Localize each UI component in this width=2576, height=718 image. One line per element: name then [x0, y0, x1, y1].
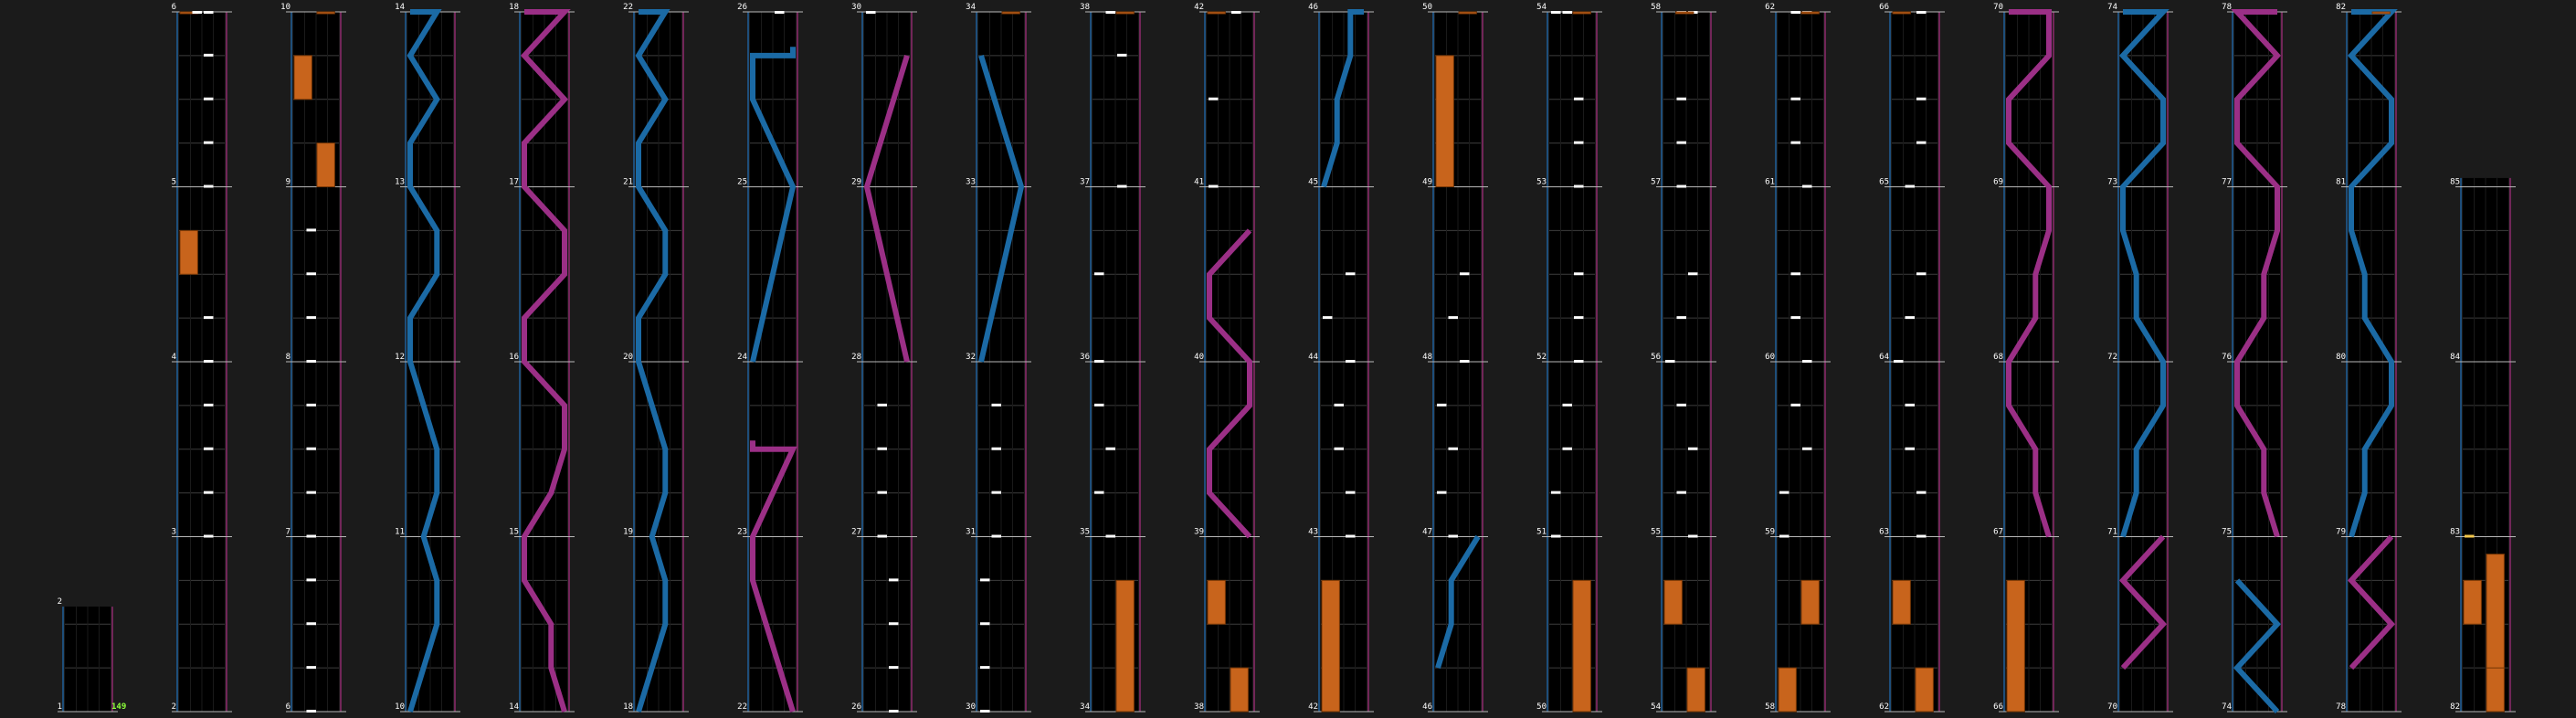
beat-label: 61: [1765, 177, 1775, 187]
tap-note: [1916, 142, 1927, 144]
tap-note: [878, 404, 888, 407]
tap-note: [204, 360, 214, 363]
beat-label: 28: [851, 353, 861, 362]
tap-note: [193, 11, 203, 14]
tap-note: [1335, 448, 1345, 450]
tap-note: [1665, 360, 1675, 363]
hold-note: [1002, 12, 1019, 14]
tap-note: [1449, 535, 1459, 538]
tap-note: [1094, 491, 1104, 494]
tap-note: [1688, 535, 1698, 538]
hold-note: [1208, 12, 1225, 14]
beat-label: 70: [1993, 3, 2003, 12]
tap-note: [889, 710, 899, 713]
tap-note: [307, 316, 317, 319]
tap-note: [1916, 11, 1927, 14]
tap-note: [980, 710, 990, 713]
hold-note: [1573, 12, 1590, 14]
tap-note: [980, 666, 990, 669]
hold-note: [1893, 12, 1910, 14]
tap-note: [1791, 316, 1801, 319]
hold-note: [1116, 580, 1134, 712]
beat-label: 26: [851, 702, 861, 712]
beat-label: 83: [2450, 527, 2460, 537]
tap-note: [204, 448, 214, 450]
hold-note: [2486, 668, 2504, 712]
beat-label: 48: [1422, 353, 1432, 362]
tap-note: [307, 666, 317, 669]
tap-note: [204, 54, 214, 57]
beat-label: 5: [171, 177, 176, 187]
tap-note: [775, 11, 785, 14]
beat-label: 74: [2107, 3, 2117, 12]
tap-note: [1209, 185, 1219, 188]
beat-label: 62: [1765, 3, 1775, 12]
tap-note: [1906, 316, 1916, 319]
tap-note: [1791, 142, 1801, 144]
tap-note: [307, 448, 317, 450]
tap-note: [1894, 360, 1904, 363]
tap-note: [1791, 272, 1801, 275]
beat-label: 40: [1194, 353, 1204, 362]
tap-note: [1346, 491, 1356, 494]
beat-label: 21: [623, 177, 633, 187]
tap-note: [1551, 11, 1561, 14]
beat-label: 65: [1879, 177, 1889, 187]
tap-note: [1906, 185, 1916, 188]
bpm-label: 149: [111, 702, 127, 712]
beat-label: 23: [737, 527, 747, 537]
tap-note: [1574, 360, 1584, 363]
tap-note: [980, 578, 990, 581]
beat-label: 64: [1879, 353, 1889, 362]
tap-note: [866, 11, 876, 14]
tap-note: [1916, 535, 1927, 538]
hold-note: [1893, 580, 1910, 624]
tap-note: [1460, 272, 1470, 275]
hold-note: [1322, 580, 1339, 712]
tap-note: [1323, 316, 1333, 319]
tap-note: [1094, 360, 1104, 363]
tap-note: [204, 491, 214, 494]
hold-note: [1436, 56, 1453, 187]
tap-note: [1574, 185, 1584, 188]
beat-label: 73: [2107, 177, 2117, 187]
beat-label: 72: [2107, 353, 2117, 362]
beat-label: 1: [57, 702, 62, 712]
beat-label: 3: [171, 527, 176, 537]
measure-column: [172, 3, 232, 712]
tap-note: [1574, 142, 1584, 144]
hold-note: [1676, 12, 1694, 14]
beat-label: 19: [623, 527, 633, 537]
beat-label: 34: [966, 3, 976, 12]
tap-note: [307, 272, 317, 275]
tap-note: [1335, 404, 1345, 407]
beat-label: 4: [171, 353, 176, 362]
tap-note: [980, 622, 990, 625]
tap-note: [1574, 272, 1584, 275]
tap-note: [1906, 448, 1916, 450]
beat-label: 57: [1651, 177, 1661, 187]
tap-note: [1791, 11, 1801, 14]
hold-note: [1801, 12, 1819, 14]
tap-note: [1449, 316, 1459, 319]
beat-label: 42: [1194, 3, 1204, 12]
tap-note: [1677, 142, 1687, 144]
tap-note: [1117, 185, 1127, 188]
tap-note: [307, 404, 317, 407]
beat-label: 9: [285, 177, 290, 187]
beat-label: 52: [1536, 353, 1547, 362]
tap-note: [1802, 448, 1812, 450]
hold-note: [1573, 580, 1590, 712]
beat-label: 85: [2450, 177, 2460, 187]
beat-label: 26: [737, 3, 747, 12]
beat-label: 76: [2222, 353, 2232, 362]
beat-label: 55: [1651, 527, 1661, 537]
beat-label: 20: [623, 353, 633, 362]
tap-note: [1916, 491, 1927, 494]
beat-label: 24: [737, 353, 747, 362]
tap-note: [1346, 360, 1356, 363]
tap-note: [1677, 404, 1687, 407]
beat-label: 75: [2222, 527, 2232, 537]
tap-note: [1460, 360, 1470, 363]
beat-label: 29: [851, 177, 861, 187]
beat-label: 31: [966, 527, 976, 537]
tap-note: [1346, 535, 1356, 538]
beat-label: 41: [1194, 177, 1204, 187]
tap-note: [1791, 404, 1801, 407]
tap-note: [1563, 404, 1573, 407]
hold-note: [294, 56, 311, 100]
tap-note: [1802, 360, 1812, 363]
tap-note: [1916, 98, 1927, 100]
beat-label: 56: [1651, 353, 1661, 362]
beat-label: 7: [285, 527, 290, 537]
tap-note: [1551, 535, 1561, 538]
tap-note: [307, 578, 317, 581]
tap-note: [889, 666, 899, 669]
beat-label: 14: [395, 3, 405, 12]
tap-note: [1906, 404, 1916, 407]
tap-note: [1688, 448, 1698, 450]
hold-note: [1208, 580, 1225, 624]
beat-label: 82: [2336, 3, 2346, 12]
tap-note: [1106, 448, 1116, 450]
beat-label: 63: [1879, 527, 1889, 537]
beat-label: 66: [1879, 3, 1889, 12]
tap-note: [1779, 535, 1789, 538]
beat-label: 36: [1080, 353, 1090, 362]
hold-note: [180, 230, 197, 274]
beat-label: 12: [395, 353, 405, 362]
beat-label: 47: [1422, 527, 1432, 537]
tap-note: [204, 404, 214, 407]
hold-note: [1687, 668, 1705, 712]
tap-note: [307, 360, 317, 363]
beat-label: 34: [1080, 702, 1090, 712]
beat-label: 25: [737, 177, 747, 187]
beat-label: 18: [623, 702, 633, 712]
hold-note: [2486, 554, 2504, 668]
beat-label: 14: [509, 702, 519, 712]
tap-note: [992, 491, 1002, 494]
hold-note: [1664, 580, 1682, 624]
tap-note: [1779, 491, 1789, 494]
beat-label: 18: [509, 3, 519, 12]
hold-note: [1459, 12, 1476, 14]
tap-note: [1437, 491, 1447, 494]
tap-note: [1094, 404, 1104, 407]
hold-note: [317, 12, 334, 14]
hold-note: [1230, 668, 1248, 712]
tap-note: [204, 535, 214, 538]
tap-note: [1117, 54, 1127, 57]
beat-label: 59: [1765, 527, 1775, 537]
tap-note: [1574, 98, 1584, 100]
beat-label: 77: [2222, 177, 2232, 187]
hold-note: [2372, 12, 2390, 14]
tap-note: [1346, 272, 1356, 275]
beat-label: 51: [1536, 527, 1547, 537]
beat-label: 82: [2450, 702, 2460, 712]
beat-label: 6: [171, 3, 176, 12]
tap-note: [1574, 316, 1584, 319]
tap-note: [878, 535, 888, 538]
beat-label: 10: [395, 702, 405, 712]
beat-label: 42: [1308, 702, 1318, 712]
tap-note: [1551, 491, 1561, 494]
beat-label: 8: [285, 353, 290, 362]
tap-note: [1563, 11, 1573, 14]
beat-label: 80: [2336, 353, 2346, 362]
tap-note: [307, 710, 317, 713]
beat-label: 54: [1651, 702, 1661, 712]
hold-note: [1801, 580, 1819, 624]
tap-note: [889, 578, 899, 581]
gold-tap-note: [2465, 535, 2475, 538]
beat-label: 30: [851, 3, 861, 12]
tap-note: [307, 228, 317, 231]
beat-label: 38: [1194, 702, 1204, 712]
tap-note: [889, 622, 899, 625]
beat-label: 69: [1993, 177, 2003, 187]
beat-label: 67: [1993, 527, 2003, 537]
tap-note: [878, 448, 888, 450]
beat-label: 62: [1879, 702, 1889, 712]
tap-note: [1449, 448, 1459, 450]
beat-label: 33: [966, 177, 976, 187]
tap-note: [1677, 185, 1687, 188]
tap-note: [1916, 272, 1927, 275]
beat-label: 16: [509, 353, 519, 362]
beat-label: 32: [966, 353, 976, 362]
beat-label: 60: [1765, 353, 1775, 362]
tap-note: [307, 622, 317, 625]
beat-label: 35: [1080, 527, 1090, 537]
tap-note: [1094, 272, 1104, 275]
hold-note: [1916, 668, 1933, 712]
beat-label: 74: [2222, 702, 2232, 712]
tap-note: [1209, 98, 1219, 100]
beat-label: 58: [1651, 3, 1661, 12]
tap-note: [1802, 185, 1812, 188]
beat-label: 38: [1080, 3, 1090, 12]
beat-label: 13: [395, 177, 405, 187]
beat-label: 58: [1765, 702, 1775, 712]
beat-label: 79: [2336, 527, 2346, 537]
hold-note: [1779, 668, 1796, 712]
beat-label: 46: [1308, 3, 1318, 12]
beat-label: 84: [2450, 353, 2460, 362]
beat-label: 37: [1080, 177, 1090, 187]
tap-note: [1106, 535, 1116, 538]
hold-note: [2007, 580, 2024, 712]
beat-label: 54: [1536, 3, 1547, 12]
tap-note: [204, 185, 214, 188]
beat-label: 78: [2222, 3, 2232, 12]
beat-label: 71: [2107, 527, 2117, 537]
beat-label: 45: [1308, 177, 1318, 187]
tap-note: [307, 535, 317, 538]
beat-label: 2: [171, 702, 176, 712]
beat-label: 50: [1536, 702, 1547, 712]
beat-label: 17: [509, 177, 519, 187]
beat-label: 49: [1422, 177, 1432, 187]
tap-note: [307, 491, 317, 494]
beat-label: 6: [285, 702, 290, 712]
beat-label: 39: [1194, 527, 1204, 537]
beat-label: 50: [1422, 3, 1432, 12]
hold-note: [1116, 12, 1134, 14]
beat-label: 46: [1422, 702, 1432, 712]
tap-note: [1677, 316, 1687, 319]
beat-label: 44: [1308, 353, 1318, 362]
beat-label: 68: [1993, 353, 2003, 362]
tap-note: [204, 11, 214, 14]
tap-note: [992, 535, 1002, 538]
beat-label: 10: [280, 3, 290, 12]
beat-label: 15: [509, 527, 519, 537]
tap-note: [878, 491, 888, 494]
beat-label: 70: [2107, 702, 2117, 712]
tap-note: [1437, 404, 1447, 407]
tap-note: [1688, 272, 1698, 275]
tap-note: [204, 316, 214, 319]
beat-label: 43: [1308, 527, 1318, 537]
beat-label: 2: [57, 597, 62, 607]
beat-label: 53: [1536, 177, 1547, 187]
beat-label: 22: [737, 702, 747, 712]
beat-label: 30: [966, 702, 976, 712]
tap-note: [204, 142, 214, 144]
beat-label: 11: [395, 527, 405, 537]
tap-note: [1106, 11, 1116, 14]
beat-label: 78: [2336, 702, 2346, 712]
tap-note: [1563, 448, 1573, 450]
tap-note: [1677, 491, 1687, 494]
tap-note: [992, 404, 1002, 407]
beat-label: 81: [2336, 177, 2346, 187]
tap-note: [1677, 98, 1687, 100]
tap-note: [992, 448, 1002, 450]
tap-note: [1791, 98, 1801, 100]
tap-note: [1231, 11, 1241, 14]
hold-note: [317, 143, 334, 187]
hold-note: [2464, 580, 2481, 624]
beat-label: 27: [851, 527, 861, 537]
beat-label: 22: [623, 3, 633, 12]
tap-note: [204, 98, 214, 100]
beat-label: 66: [1993, 702, 2003, 712]
